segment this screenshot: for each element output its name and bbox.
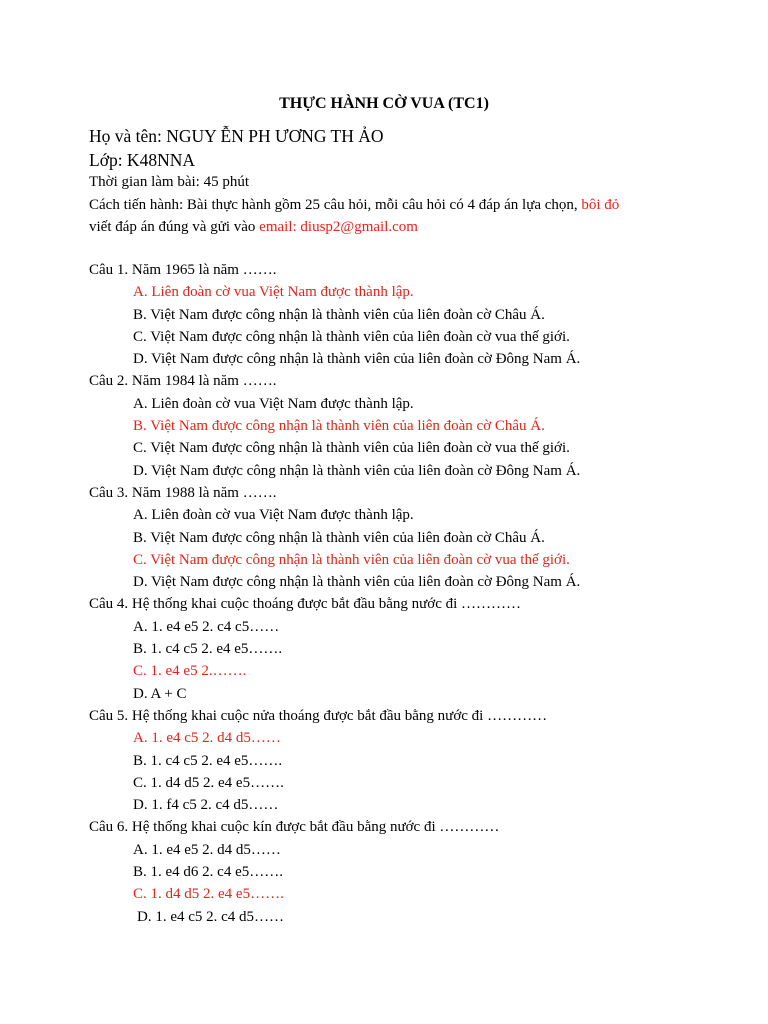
question-2-option-c: C. Việt Nam được công nhận là thành viên của liên đoàn cờ vua thế giới. — [133, 440, 570, 457]
question-2-option-b: B. Việt Nam được công nhận là thành viên của liên đoàn cờ Châu Á. — [133, 418, 545, 435]
submit-text: viết đáp án đúng và gửi vào — [89, 219, 260, 235]
question-1-option-b: B. Việt Nam được công nhận là thành viên của liên đoàn cờ Châu Á. — [133, 306, 545, 323]
question-4: Câu 4. Hệ thống khai cuộc thoáng được bắt đầu bằng nước đi ………… — [89, 596, 522, 613]
instructions-line-1 — [89, 194, 619, 216]
question-4-option-b: B. 1. c4 c5 2. e4 e5……. — [133, 641, 283, 658]
question-3-option-b: B. Việt Nam được công nhận là thành viên của liên đoàn cờ Châu Á. — [133, 529, 545, 546]
question-6-option-d: D. 1. e4 c5 2. c4 d5…… — [137, 908, 285, 925]
instructions-highlight: bôi đỏ — [581, 197, 620, 213]
question-6: Câu 6. Hệ thống khai cuộc kín được bắt đầu bằng nước đi ………… — [89, 819, 500, 836]
student-name: Họ và tên: NGUY ỄN PH ƯƠNG TH ẢO — [89, 126, 384, 146]
question-3-option-a: A. Liên đoàn cờ vua Việt Nam được thành lập. — [133, 507, 414, 524]
submit-email: email: diusp2@gmail.com — [259, 219, 418, 235]
question-6-option-a: A. 1. e4 e5 2. d4 d5…… — [133, 841, 281, 858]
student-class: Lớp: K48NNA — [89, 150, 195, 170]
question-2: Câu 2. Năm 1984 là năm ……. — [89, 373, 277, 390]
question-3-option-d: D. Việt Nam được công nhận là thành viên của liên đoàn cờ Đông Nam Á. — [133, 574, 581, 591]
question-5-option-a: A. 1. e4 c5 2. d4 d5…… — [133, 730, 281, 747]
page-title: THỰC HÀNH CỜ VUA (TC1) — [279, 95, 489, 112]
question-4-option-c: C. 1. e4 e5 2.……. — [133, 663, 247, 680]
instructions-text: Cách tiến hành: Bài thực hành gồm 25 câu hỏi, mỗi câu hỏi có 4 đáp án lựa chọn, — [89, 197, 582, 213]
question-2-option-d: D. Việt Nam được công nhận là thành viên của liên đoàn cờ Đông Nam Á. — [133, 462, 581, 479]
question-4-option-d: D. A + C — [133, 685, 187, 702]
question-3: Câu 3. Năm 1988 là năm ……. — [89, 484, 277, 501]
question-5-option-d: D. 1. f4 c5 2. c4 d5…… — [133, 797, 279, 814]
question-5-option-c: C. 1. d4 d5 2. e4 e5……. — [133, 774, 284, 791]
question-6-option-b: B. 1. e4 d6 2. c4 e5……. — [133, 864, 283, 881]
question-5: Câu 5. Hệ thống khai cuộc nửa thoáng được bắt đầu bằng nước đi ………… — [89, 707, 548, 724]
question-3-option-c: C. Việt Nam được công nhận là thành viên của liên đoàn cờ vua thế giới. — [133, 551, 570, 568]
question-1-option-d: D. Việt Nam được công nhận là thành viên của liên đoàn cờ Đông Nam Á. — [133, 351, 581, 368]
time-limit: Thời gian làm bài: 45 phút — [89, 174, 249, 190]
question-6-option-c: C. 1. d4 d5 2. e4 e5……. — [133, 886, 284, 903]
question-4-option-a: A. 1. e4 e5 2. c4 c5…… — [133, 618, 280, 635]
question-list — [89, 259, 580, 928]
question-1-option-a: A. Liên đoàn cờ vua Việt Nam được thành lập. — [133, 284, 414, 301]
instructions-line-2 — [89, 216, 418, 238]
question-1-option-c: C. Việt Nam được công nhận là thành viên của liên đoàn cờ vua thế giới. — [133, 328, 570, 345]
question-2-option-a: A. Liên đoàn cờ vua Việt Nam được thành lập. — [133, 395, 414, 412]
question-1: Câu 1. Năm 1965 là năm ……. — [89, 262, 277, 278]
question-5-option-b: B. 1. c4 c5 2. e4 e5……. — [133, 752, 283, 769]
